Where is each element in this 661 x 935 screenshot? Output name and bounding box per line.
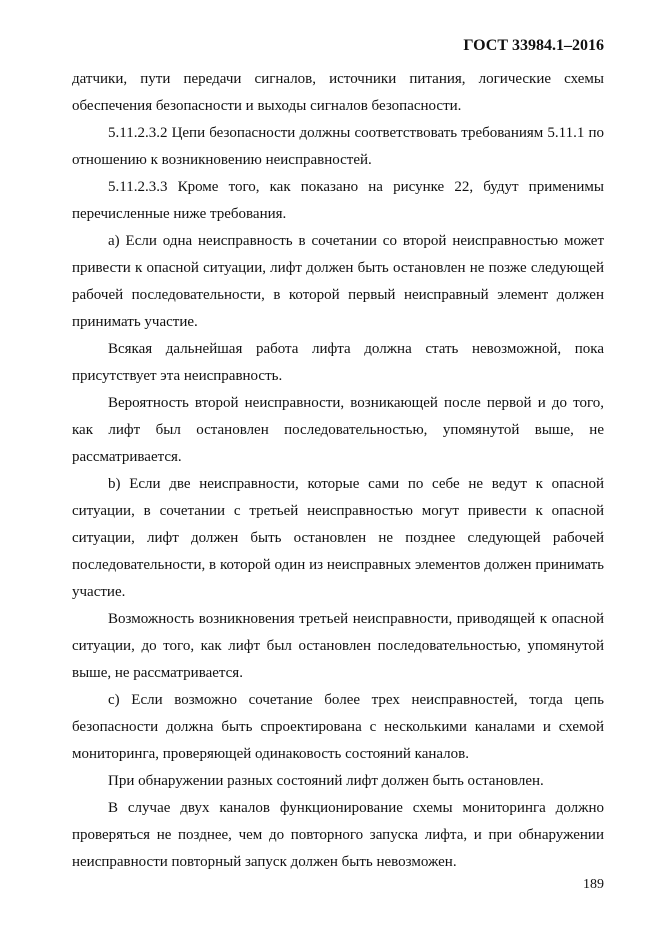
paragraph: c) Если возможно сочетание более трех неисправностей, тогда цепь безопасности должна быть спроектирована с несколькими каналами и схемой мониторинга, проверяющей одинаковость состояний каналов. [72, 692, 604, 762]
paragraph: Возможность возникновения третьей неисправности, приводящей к опасной ситуации, до того, как лифт был остановлен последовательностью, упомянутой выше, не рассматривается. [72, 611, 604, 681]
paragraph: Всякая дальнейшая работа лифта должна стать невозможной, пока присутствует эта неисправность. [72, 341, 604, 384]
paragraph: В случае двух каналов функционирование схемы мониторинга должно проверяться не позднее, чем до повторного запуска лифта, и при обнаружении неисправности повторный запуск должен быть невозможен. [72, 800, 604, 870]
paragraph: датчики, пути передачи сигналов, источники питания, логические схемы обеспечения безопасности и выходы сигналов безопасности. [72, 71, 604, 114]
paragraph: При обнаружении разных состояний лифт должен быть остановлен. [108, 773, 544, 789]
document-header: ГОСТ 33984.1–2016 [463, 37, 604, 54]
paragraph: Вероятность второй неисправности, возникающей после первой и до того, как лифт был остановлен последовательностью, упомянутой выше, не рассматривается. [72, 395, 604, 465]
paragraph: 5.11.2.3.2 Цепи безопасности должны соответствовать требованиям 5.11.1 по отношению к возникновению неисправностей. [72, 125, 604, 168]
paragraph: b) Если две неисправности, которые сами по себе не ведут к опасной ситуации, в сочетании с третьей неисправностью могут привести к опасной ситуации, лифт должен быть остановлен не позднее следующей рабочей последовательности, в которой один из неисправных элементов должен принимать участие. [72, 476, 604, 600]
document-body [72, 66, 604, 876]
paragraph: a) Если одна неисправность в сочетании со второй неисправностью может привести к опасной ситуации, лифт должен быть остановлен не позже следующей рабочей последовательности, в которой первый неисправный элемент должен принимать участие. [72, 233, 604, 330]
paragraph: 5.11.2.3.3 Кроме того, как показано на рисунке 22, будут применимы перечисленные ниже требования. [72, 179, 604, 222]
page-number: 189 [583, 877, 604, 892]
